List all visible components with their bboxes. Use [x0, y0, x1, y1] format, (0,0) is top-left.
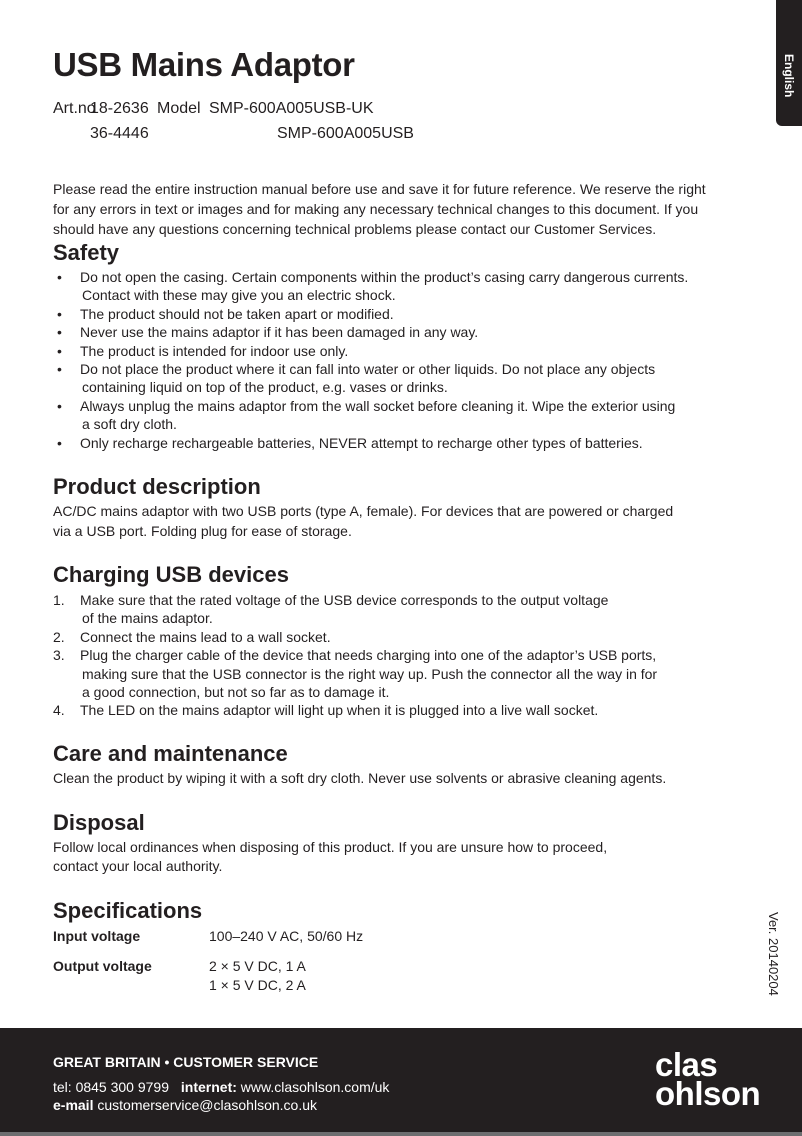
care-heading: Care and maintenance: [53, 741, 288, 766]
logo-line: ohlson: [655, 1075, 761, 1112]
product-description-text: [53, 501, 753, 541]
internet-label: internet:: [180, 1079, 237, 1095]
specifications-heading: Specifications: [53, 898, 203, 923]
bullet-icon: •: [57, 361, 62, 378]
bullet-icon: •: [57, 324, 62, 341]
version-label: [763, 912, 783, 997]
bullet-icon: •: [57, 397, 62, 414]
disposal-heading: Disposal: [53, 810, 145, 835]
care-text: Clean the product by wiping it with a soft dry cloth. Never use solvents or abrasive cleaning agents.: [53, 770, 667, 786]
safety-item: [53, 434, 753, 452]
text-line: via a USB port. Folding plug for ease of storage.: [53, 523, 352, 539]
text-line: Make sure that the rated voltage of the USB device corresponds to the output voltage: [80, 592, 609, 608]
text-line: a soft dry cloth.: [82, 416, 177, 433]
text-line: for any errors in text or images and for making any necessary technical changes to this document. If you: [53, 201, 699, 217]
step-number: 1.: [53, 592, 65, 608]
text-line: contact your local authority.: [53, 858, 223, 874]
footer-heading: GREAT BRITAIN • CUSTOMER SERVICE: [53, 1054, 319, 1070]
charging-heading: Charging USB devices: [53, 562, 289, 587]
bullet-icon: •: [57, 305, 62, 322]
text-line: AC/DC mains adaptor with two USB ports (type A, female). For devices that are powered or charged: [53, 503, 674, 519]
text-line: of the mains adaptor.: [82, 610, 213, 627]
charging-step: [53, 701, 753, 719]
safety-item: [53, 268, 753, 305]
text-line: Please read the entire instruction manual before use and save it for future reference. We reserve the right: [53, 181, 706, 197]
intro-paragraph: [53, 179, 753, 239]
bullet-icon: •: [57, 434, 62, 451]
footer: [0, 1028, 802, 1132]
text-line: should have any questions concerning technical problems please contact our Customer Services.: [53, 221, 657, 237]
email-link[interactable]: customerservice@clasohlson.co.uk: [97, 1097, 317, 1113]
step-number: 4.: [53, 702, 65, 719]
email-label: e-mail: [53, 1097, 94, 1113]
step-number: 3.: [53, 647, 65, 664]
text-line: Plug the charger cable of the device that needs charging into one of the adaptor’s USB ports,: [80, 647, 657, 664]
step-number: 2.: [53, 628, 65, 645]
charging-steps: [53, 591, 753, 720]
language-tab[interactable]: [776, 0, 802, 126]
safety-heading: Safety: [53, 240, 120, 265]
logo-line: clas: [655, 1046, 718, 1083]
phone-number[interactable]: 0845 300 9799: [75, 1079, 170, 1095]
model-number: SMP-600A005USB: [277, 125, 414, 142]
text-line: The product is intended for indoor use only.: [80, 342, 349, 359]
charging-step: [53, 628, 753, 646]
text-line: Follow local ordinances when disposing of this product. If you are unsure how to proceed,: [53, 839, 608, 855]
spec-label: Input voltage: [53, 928, 141, 944]
art-number: 36-4446: [90, 125, 149, 142]
art-label: Art.no: [53, 100, 96, 117]
safety-item: [53, 397, 753, 434]
footer-email-line: [53, 1097, 317, 1113]
text-line: The product should not be taken apart or modified.: [80, 305, 394, 322]
bullet-icon: •: [57, 342, 62, 359]
art-number: 18-2636: [90, 100, 149, 117]
safety-item: [53, 342, 753, 360]
text-line: a good connection, but not so far as to damage it.: [82, 684, 390, 701]
text-line: Only recharge rechargeable batteries, NEVER attempt to recharge other types of batteries.: [80, 434, 643, 451]
website-link[interactable]: www.clasohlson.com/uk: [240, 1079, 390, 1095]
spec-label: Output voltage: [53, 958, 152, 974]
text-line: Always unplug the mains adaptor from the wall socket before cleaning it. Wipe the exterior using: [80, 397, 676, 414]
tel-label: tel:: [53, 1079, 72, 1095]
text-line: making sure that the USB connector is the right way up. Push the connector all the way in for: [82, 665, 658, 682]
text-line: Contact with these may give you an electric shock.: [82, 287, 396, 304]
spec-value: 2 × 5 V DC, 1 A: [209, 958, 306, 974]
version-text: Ver. 20140204: [766, 912, 781, 996]
model-number: SMP-600A005USB-UK: [209, 100, 374, 117]
charging-step: [53, 591, 753, 628]
text-line: Connect the mains lead to a wall socket.: [80, 628, 331, 645]
text-line: containing liquid on top of the product, e.g. vases or drinks.: [82, 379, 448, 396]
clas-ohlson-logo: [655, 1046, 761, 1112]
text-line: The LED on the mains adaptor will light up when it is plugged into a live wall socket.: [80, 702, 599, 719]
spec-value: 1 × 5 V DC, 2 A: [209, 977, 306, 993]
footer-contact-line: [53, 1079, 389, 1095]
text-line: Do not open the casing. Certain components within the product’s casing carry dangerous currents.: [80, 269, 689, 285]
disposal-text: [53, 838, 753, 876]
text-line: Do not place the product where it can fall into water or other liquids. Do not place any objects: [80, 361, 656, 378]
safety-item: [53, 360, 753, 397]
bullet-icon: •: [57, 269, 62, 285]
text-line: Never use the mains adaptor if it has been damaged in any way.: [80, 324, 479, 341]
safety-item: [53, 323, 753, 341]
page-title: USB Mains Adaptor: [53, 46, 355, 83]
language-tab-label: English: [782, 54, 796, 98]
charging-step: [53, 646, 753, 701]
footer-divider: [0, 1132, 802, 1136]
spec-value: 100–240 V AC, 50/60 Hz: [209, 928, 364, 944]
product-description-heading: Product description: [53, 474, 261, 499]
safety-item: [53, 305, 753, 323]
model-label: Model: [157, 100, 201, 117]
safety-list: [53, 268, 753, 452]
